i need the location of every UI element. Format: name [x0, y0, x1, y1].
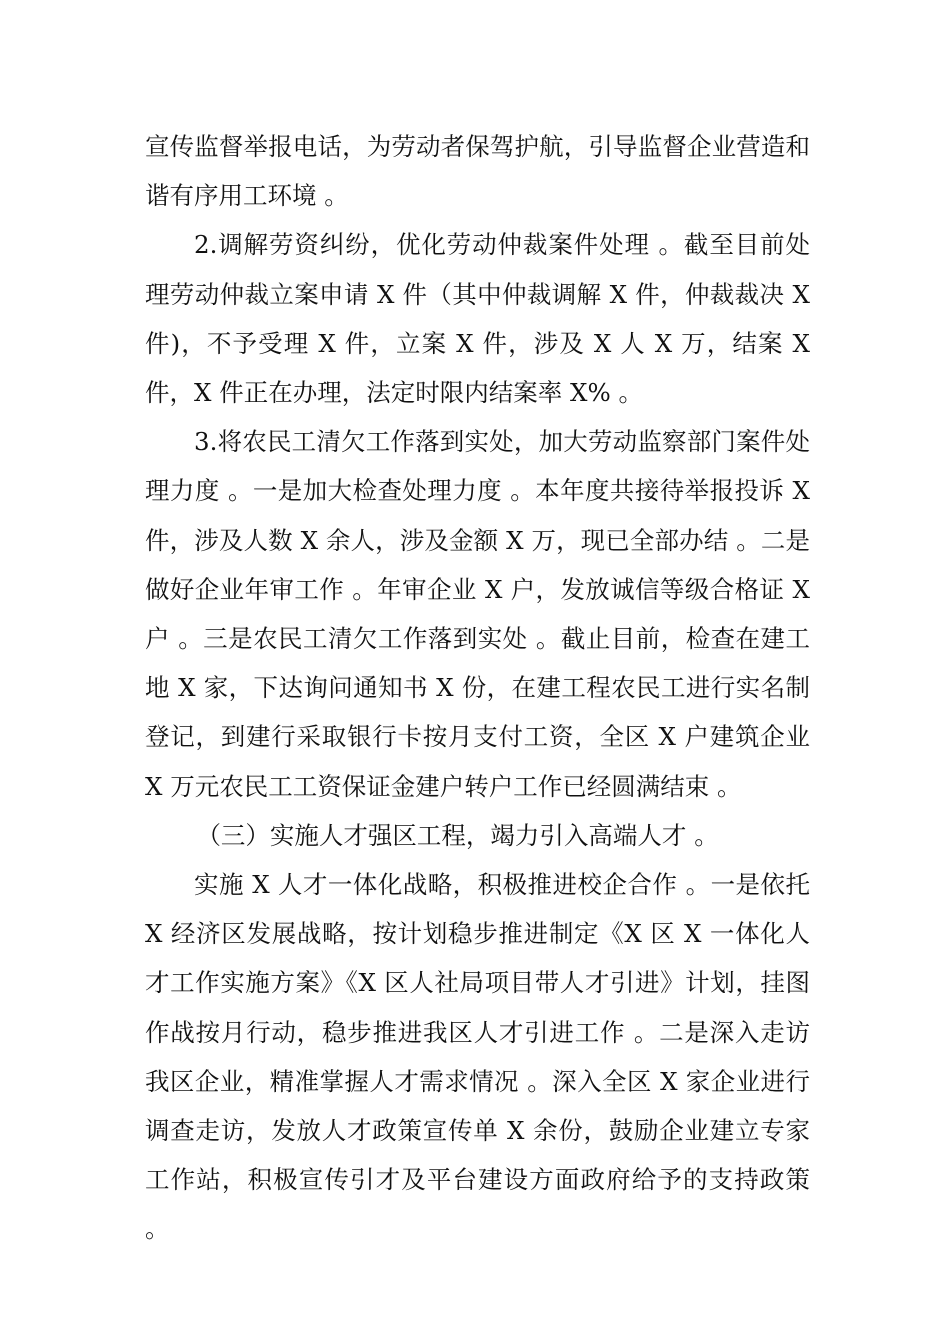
document-body [145, 122, 810, 1254]
paragraph-talent-strategy: 实施 X 人才一体化战略，积极推进校企合作 。一是依托 X 经济区发展战略，按计划稳步推进制定《X 区 X 一体化人才工作实施方案》《X 区人社局项目带人才引进》计划，挂图作战按月行动，稳步推进我区人才引进工作 。二是深入走访我区企业，精准掌握人才需求情况 。深入全区 X 家企业进行调查走访，发放人才政策宣传单 X 余份，鼓励企业建立专家工作站，积极宣传引才及平台建设方面政府给予的支持政策 。 [145, 870, 810, 1244]
section-heading: （三）实施人才强区工程，竭力引入高端人才 。 [196, 820, 719, 850]
paragraph-migrant-wages: 3.将农民工清欠工作落到实处，加大劳动监察部门案件处理力度 。一是加大检查处理力度 。本年度共接待举报投诉 X 件，涉及人数 X 余人，涉及金额 X 万，现已全部办结 。二是做好企业年审工作 。年审企业 X 户，发放诚信等级合格证 X 户 。三是农民工清欠工作落到实处 。截止目前，检查在建工地 X 家，下达询问通知书 X 份，在建工程农民工进行实名制登记，到建行采取银行卡按月支付工资，全区 X 户建筑企业 X 万元农民工工资保证金建户转户工作已经圆满结束 。 [145, 427, 810, 801]
paragraph-labor-dispute: 2.调解劳资纠纷，优化劳动仲裁案件处理 。截至目前处理劳动仲裁立案申请 X 件（其中仲裁调解 X 件，仲裁裁决 X 件)，不予受理 X 件，立案 X 件，涉及 X 人 X 万，结案 X 件，X 件正在办理，法定时限内结案率 X% 。 [145, 230, 810, 408]
paragraph-continuation: 宣传监督举报电话，为劳动者保驾护航，引导监督企业营造和谐有序用工环境 。 [145, 132, 810, 211]
